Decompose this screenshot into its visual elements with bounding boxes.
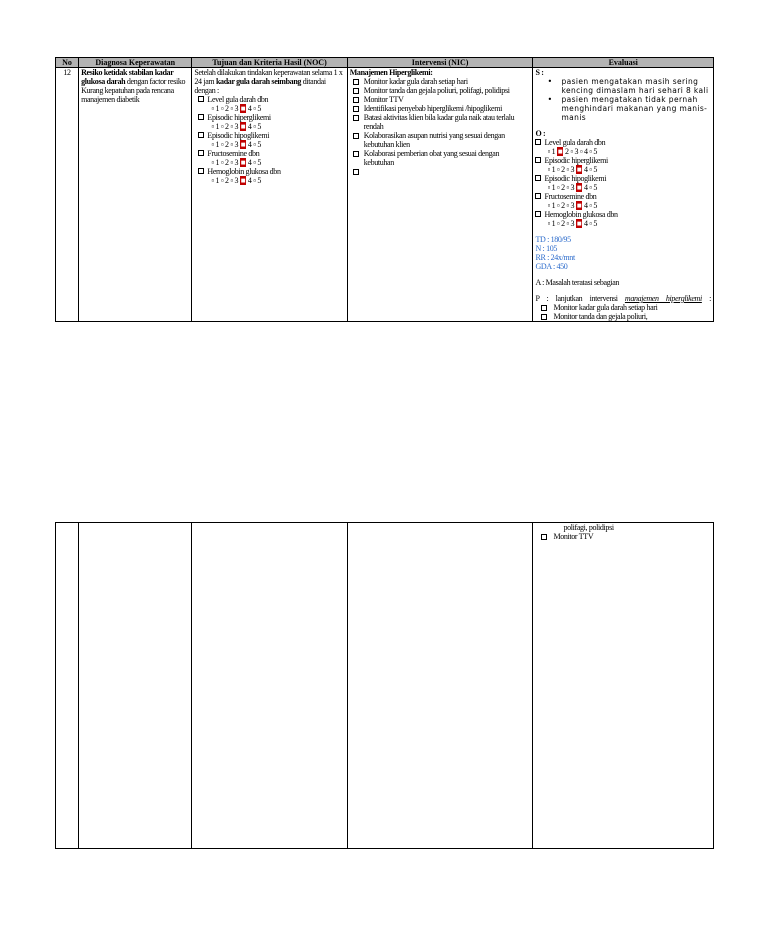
noc-intro-end: ditandai dengan : <box>194 77 326 95</box>
nic-item <box>350 77 531 86</box>
rating-marker: ▫ <box>589 165 592 174</box>
checkbox-icon <box>541 314 547 320</box>
vital-sign: GDA : 450 <box>535 262 568 271</box>
nic-item-text: Monitor tanda dan gejala poliuri, polifagi, polidipsi <box>363 86 510 95</box>
rating-marker: ▫ <box>570 147 573 156</box>
rating-marker-selected: ■ <box>576 219 582 228</box>
checkbox-icon <box>353 79 359 85</box>
checkbox-icon <box>535 211 541 217</box>
checkbox-icon <box>535 175 541 181</box>
rating-marker: ▫ <box>566 201 569 210</box>
rating-scale: ▫ 1 ▫ 2 ▫ 3 ■ 4 ▫ 5 <box>211 140 262 149</box>
rating-marker: ▫ <box>230 176 233 185</box>
rating-marker: ▫ <box>211 140 214 149</box>
nic-item-text: Monitor TTV <box>363 95 404 104</box>
rating-marker-selected: ■ <box>240 104 246 113</box>
table-row <box>56 68 714 322</box>
checkbox-icon <box>353 88 359 94</box>
noc-goal: kadar gula darah seimbang <box>215 77 302 86</box>
checkbox-icon <box>353 169 359 175</box>
plan-item <box>535 303 711 312</box>
rating-scale: ▫ 1 ■ 2 ▫ 3 ▫ 4 ▫ 5 <box>547 147 598 156</box>
rating-marker: ▫ <box>220 104 224 113</box>
plan-item-text: Monitor TTV <box>553 532 594 541</box>
continuation-text: polifagi, polidipsi <box>563 523 614 532</box>
eval-assessment: A : Masalah teratasi sebagian <box>535 278 620 287</box>
criterion-label: Level gula darah dbn <box>544 138 606 147</box>
nic-item <box>350 149 531 167</box>
rating-marker: ▫ <box>211 176 214 185</box>
eval-subjective-list <box>535 77 711 122</box>
rating-marker: ▫ <box>556 219 560 228</box>
diagnosis-detail: dengan factor resiko Kurang kepatuhan pada rencana manajemen diabetik <box>81 77 186 104</box>
rating-marker: ▫ <box>230 104 233 113</box>
criterion-item <box>198 113 344 122</box>
rating-marker: ▫ <box>556 201 560 210</box>
nic-item-text: Kolaborasi pemberian obat yang sesuai dengan kebutuhan <box>363 149 500 167</box>
eval-objective-label: O : <box>535 129 546 138</box>
continuation-list <box>535 532 711 541</box>
checkbox-icon <box>198 114 204 120</box>
rating-scale: ▫ 1 ▫ 2 ▫ 3 ■ 4 ▫ 5 <box>547 183 598 192</box>
rating-marker: ▫ <box>589 201 592 210</box>
empty-cell <box>192 523 347 849</box>
rating-marker-selected: ■ <box>240 176 246 185</box>
rating-scale: ▫ 1 ▫ 2 ▫ 3 ■ 4 ▫ 5 <box>211 158 262 167</box>
rating-marker: ▫ <box>220 140 224 149</box>
evaluation-continuation-cell <box>533 523 714 849</box>
rating-marker: ▫ <box>547 147 550 156</box>
plan-item-text: Monitor tanda dan gejala poliuri, <box>553 312 648 321</box>
checkbox-icon <box>353 106 359 112</box>
criterion-item <box>535 156 711 165</box>
rating-marker-selected: ■ <box>557 147 563 156</box>
header-nic: Intervensi (NIC) <box>347 58 533 68</box>
eval-plan-prefix: P : lanjutkan intervensi <box>535 294 618 303</box>
row-number <box>56 68 79 322</box>
criterion-item <box>198 131 344 140</box>
eval-objective-list <box>535 138 711 228</box>
checkbox-icon <box>198 150 204 156</box>
rating-marker-selected: ■ <box>240 140 246 149</box>
checkbox-icon <box>353 133 359 139</box>
rating-scale: ▫ 1 ▫ 2 ▫ 3 ■ 4 ▫ 5 <box>211 176 262 185</box>
rating-marker-selected: ■ <box>576 201 582 210</box>
rating-marker: ▫ <box>556 165 560 174</box>
rating-marker: ▫ <box>566 165 569 174</box>
diagnosis-cell <box>79 68 192 322</box>
nic-item <box>350 113 531 131</box>
checkbox-icon <box>198 96 204 102</box>
empty-cell <box>347 523 533 849</box>
checkbox-icon <box>541 305 547 311</box>
rating-scale: ▫ 1 ▫ 2 ▫ 3 ■ 4 ▫ 5 <box>547 219 598 228</box>
rating-marker: ▫ <box>230 140 233 149</box>
checkbox-icon <box>353 151 359 157</box>
checkbox-icon <box>353 115 359 121</box>
rating-marker: ▫ <box>220 122 224 131</box>
checkbox-icon <box>535 139 541 145</box>
rating-marker-selected: ■ <box>576 183 582 192</box>
rating-marker: ▫ <box>547 201 550 210</box>
evaluation-cell <box>533 68 714 322</box>
subjective-item: • pasien mengatakan masih sering kencing dimaslam hari sehari 8 kali <box>545 77 711 95</box>
criterion-label: Fructosemine dbn <box>207 149 260 158</box>
rating-marker-selected: ■ <box>240 158 246 167</box>
noc-intro <box>194 68 344 95</box>
criterion-item <box>535 192 711 201</box>
rating-marker: ▫ <box>547 219 550 228</box>
diagnosis-title: Resiko ketidak stabilan kadar glukosa darah <box>81 68 174 86</box>
criterion-label: Hemoglobin glukosa dbn <box>544 210 618 219</box>
rating-marker-selected: ■ <box>576 165 582 174</box>
plan-item <box>535 532 711 541</box>
nic-item-text: Batasi aktivitas klien bila kadar gula naik atau terlalu rendah <box>363 113 515 131</box>
criterion-item <box>535 174 711 183</box>
rating-marker: ▫ <box>211 122 214 131</box>
header-noc: Tujuan dan Kriteria Hasil (NOC) <box>192 58 347 68</box>
criterion-label: Level gula darah dbn <box>207 95 269 104</box>
checkbox-icon <box>198 132 204 138</box>
rating-marker: ▫ <box>220 158 224 167</box>
criterion-item <box>198 149 344 158</box>
criterion-label: Episodic hipoglikemi <box>207 131 270 140</box>
rating-marker: ▫ <box>253 176 256 185</box>
checkbox-icon <box>353 97 359 103</box>
header-no: No <box>56 58 79 68</box>
checkbox-icon <box>198 168 204 174</box>
rating-marker: ▫ <box>556 183 560 192</box>
continuation-table <box>55 522 714 849</box>
rating-marker: ▫ <box>566 219 569 228</box>
nic-item-text: Identifikasi penyebab hiperglikemi /hipoglikemi <box>363 104 502 113</box>
nic-item <box>350 131 531 149</box>
rating-scale: ▫ 1 ▫ 2 ▫ 3 ■ 4 ▫ 5 <box>211 122 262 131</box>
nic-title: Manajemen Hiperglikemi: <box>349 68 433 77</box>
eval-plan-suffix: : <box>701 294 711 303</box>
checkbox-icon <box>535 157 541 163</box>
nic-item-text: Monitor kadar gula darah setiap hari <box>363 77 468 86</box>
rating-marker-selected: ■ <box>240 122 246 131</box>
rating-marker: ▫ <box>547 165 550 174</box>
eval-plan-intervention: manajemen hiperglikemi <box>624 294 702 303</box>
nursing-care-plan-table <box>55 57 714 322</box>
criterion-item <box>535 210 711 219</box>
header-row <box>56 58 714 68</box>
noc-cell <box>192 68 347 322</box>
rating-marker: ▫ <box>589 219 592 228</box>
nic-cell <box>347 68 533 322</box>
row-number-text: 12 <box>63 68 71 77</box>
rating-marker: ▫ <box>579 147 583 156</box>
criterion-item <box>198 95 344 104</box>
vital-sign: N : 105 <box>535 244 558 253</box>
eval-subjective-label: S : <box>535 68 544 77</box>
criterion-item <box>535 138 711 147</box>
vital-signs <box>535 235 711 271</box>
eval-plan-list <box>535 303 711 321</box>
rating-scale: ▫ 1 ▫ 2 ▫ 3 ■ 4 ▫ 5 <box>547 201 598 210</box>
rating-marker: ▫ <box>547 183 550 192</box>
eval-plan <box>535 294 711 303</box>
nic-item <box>350 104 531 113</box>
header-evaluation: Evaluasi <box>533 58 714 68</box>
empty-cell <box>56 523 79 849</box>
plan-item-text: Monitor kadar gula darah setiap hari <box>553 303 658 312</box>
rating-marker: ▫ <box>589 183 592 192</box>
rating-marker: ▫ <box>253 122 256 131</box>
rating-marker: ▫ <box>230 158 233 167</box>
criterion-label: Hemoglobin glukosa dbn <box>207 167 281 176</box>
vital-sign: TD : 180/95 <box>535 235 571 244</box>
nic-item-text: Kolaborasikan asupan nutrisi yang sesuai dengan kebutuhan klien <box>363 131 505 149</box>
vital-sign: RR : 24x/mnt <box>535 253 575 262</box>
rating-marker: ▫ <box>589 147 592 156</box>
criterion-item <box>198 167 344 176</box>
nic-item <box>350 86 531 95</box>
checkbox-icon <box>541 534 547 540</box>
rating-scale: ▫ 1 ▫ 2 ▫ 3 ■ 4 ▫ 5 <box>211 104 262 113</box>
criterion-label: Fructosemine dbn <box>544 192 597 201</box>
rating-marker: ▫ <box>211 104 214 113</box>
checkbox-icon <box>535 193 541 199</box>
plan-item <box>535 312 711 321</box>
nic-item <box>350 95 531 104</box>
rating-marker: ▫ <box>253 104 256 113</box>
criterion-label: Episodic hiperglikemi <box>207 113 271 122</box>
rating-scale: ▫ 1 ▫ 2 ▫ 3 ■ 4 ▫ 5 <box>547 165 598 174</box>
rating-marker: ▫ <box>566 183 569 192</box>
rating-marker: ▫ <box>220 176 224 185</box>
rating-marker: ▫ <box>211 158 214 167</box>
nic-list <box>350 77 531 167</box>
rating-marker: ▫ <box>253 140 256 149</box>
noc-intro-text: Setelah dilakukan tindakan keperawatan selama 1 x 24 jam <box>194 68 343 86</box>
header-diagnosis: Diagnosa Keperawatan <box>79 58 192 68</box>
table-row <box>56 523 714 849</box>
criterion-label: Episodic hiperglikemi <box>544 156 608 165</box>
rating-marker: ▫ <box>253 158 256 167</box>
noc-criteria-list <box>198 95 344 185</box>
subjective-item: • pasien mengatakan tidak pernah menghindari makanan yang manis-manis <box>545 95 711 122</box>
empty-cell <box>79 523 192 849</box>
criterion-label: Episodic hipoglikemi <box>544 174 607 183</box>
rating-marker: ▫ <box>230 122 233 131</box>
